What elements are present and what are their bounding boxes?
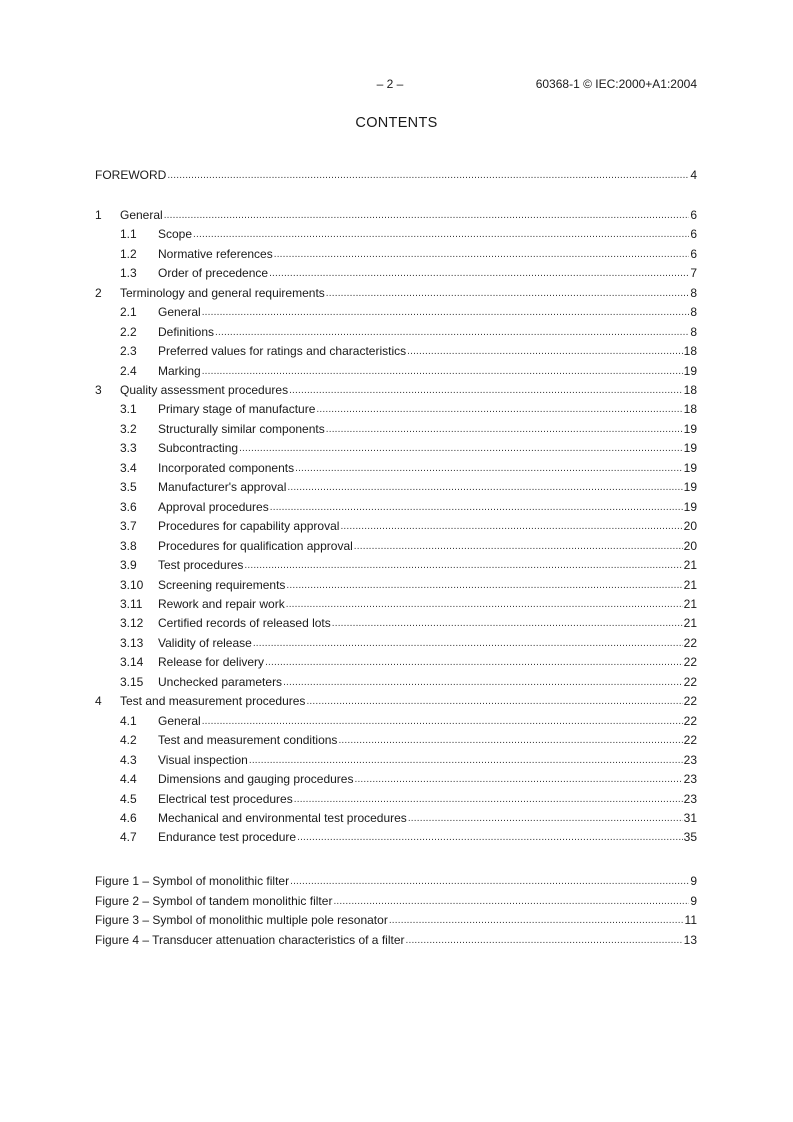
toc-entry-title: Screening requirements: [158, 578, 286, 592]
toc-entry-number: 3.13: [120, 636, 144, 650]
toc-entry-number: 3.12: [120, 616, 144, 630]
toc-entry-number: 4.3: [120, 753, 137, 767]
toc-entry-title: Figure 3 – Symbol of monolithic multiple pole resonator: [95, 913, 388, 927]
toc-subsection-3-15[interactable]: [95, 674, 697, 690]
toc-entry-title: Procedures for capability approval: [158, 519, 340, 533]
toc-entry-page: 18: [683, 344, 697, 358]
toc-subsection-2-3[interactable]: [95, 343, 697, 359]
toc-subsection-3-12[interactable]: [95, 615, 697, 631]
toc-entry-number: 3.10: [120, 578, 144, 592]
leader-dots: [164, 208, 690, 224]
toc-entry-title: Procedures for qualification approval: [158, 539, 353, 553]
toc-entry-number: 4.2: [120, 733, 137, 747]
toc-entry-page: 23: [683, 792, 697, 806]
toc-entry-page: 6: [690, 227, 697, 241]
toc-subsection-2-2[interactable]: [95, 324, 697, 340]
toc-entry-number: 3.11: [120, 597, 143, 611]
toc-entry-number: 3.6: [120, 500, 137, 514]
leader-dots: [333, 894, 689, 910]
toc-entry-title: Incorporated components: [158, 461, 295, 475]
toc-subsection-3-2[interactable]: [95, 421, 697, 437]
toc-entry-title: Endurance test procedure: [158, 830, 297, 844]
toc-entry-title: Figure 2 – Symbol of tandem monolithic filter: [95, 894, 333, 908]
toc-entry-page: 9: [690, 874, 697, 888]
toc-entry-page: 22: [683, 694, 697, 708]
toc-entry-page: 22: [683, 733, 697, 747]
leader-dots: [289, 383, 683, 399]
leader-dots: [244, 558, 682, 574]
toc-entry-page: 20: [683, 539, 697, 553]
toc-subsection-3-9[interactable]: [95, 557, 697, 573]
leader-dots: [407, 344, 683, 360]
toc-entry-title: Subcontracting: [158, 441, 239, 455]
toc-entry-title: Preferred values for ratings and characteristics: [158, 344, 407, 358]
toc-entry-number: 3.8: [120, 539, 137, 553]
toc-subsection-4-5[interactable]: [95, 791, 697, 807]
toc-section-3[interactable]: [95, 382, 697, 398]
leader-dots: [295, 461, 683, 477]
toc-entry-page: 18: [683, 402, 697, 416]
leader-dots: [290, 874, 689, 890]
toc-entry-title: Dimensions and gauging procedures: [158, 772, 354, 786]
toc-entry-page: 19: [683, 422, 697, 436]
toc-entry-title: Primary stage of manufacture: [158, 402, 316, 416]
toc-entry-number: 4: [95, 694, 102, 708]
toc-subsection-4-4[interactable]: [95, 771, 697, 787]
toc-entry-page: 21: [683, 578, 697, 592]
toc-subsection-2-1[interactable]: [95, 304, 697, 320]
toc-entry-number: 3.2: [120, 422, 137, 436]
leader-dots: [265, 655, 683, 671]
toc-subsection-1-1[interactable]: [95, 226, 697, 242]
toc-entry-page: 20: [683, 519, 697, 533]
toc-subsection-3-5[interactable]: [95, 479, 697, 495]
toc-entry-title: Certified records of released lots: [158, 616, 331, 630]
toc-subsection-1-2[interactable]: [95, 246, 697, 262]
toc-entry-title: Electrical test procedures: [158, 792, 293, 806]
toc-entry-title: Marking: [158, 364, 201, 378]
toc-entry-page: 19: [683, 461, 697, 475]
leader-dots: [269, 266, 689, 282]
toc-subsection-3-3[interactable]: [95, 440, 697, 456]
toc-subsection-2-4[interactable]: [95, 363, 697, 379]
toc-entry-number: 4.5: [120, 792, 137, 806]
toc-entry-page: 8: [690, 305, 697, 319]
toc-subsection-4-1[interactable]: [95, 713, 697, 729]
toc-entry-number: 3.7: [120, 519, 137, 533]
toc-subsection-4-2[interactable]: [95, 732, 697, 748]
toc-subsection-3-4[interactable]: [95, 460, 697, 476]
toc-entry-page: 6: [690, 208, 697, 222]
toc-entry-number: 3.1: [120, 402, 137, 416]
toc-entry-number: 3.14: [120, 655, 144, 669]
leader-dots: [193, 227, 689, 243]
toc-entry-title: Test procedures: [158, 558, 244, 572]
toc-entry-title: Order of precedence: [158, 266, 269, 280]
toc-entry-page: 22: [683, 655, 697, 669]
toc-entry-title: Terminology and general requirements: [120, 286, 325, 300]
toc-entry-title: Scope: [158, 227, 193, 241]
leader-dots: [239, 441, 683, 457]
toc-entry-title: Normative references: [158, 247, 273, 261]
toc-entry-page: 21: [683, 558, 697, 572]
toc-entry-title: Structurally similar components: [158, 422, 325, 436]
toc-entry-number: 4.7: [120, 830, 137, 844]
leader-dots: [408, 811, 683, 827]
leader-dots: [202, 305, 690, 321]
leader-dots: [202, 364, 683, 380]
toc-entry-number: 3.15: [120, 675, 144, 689]
toc-entry-title: Test and measurement procedures: [120, 694, 306, 708]
leader-dots: [326, 286, 690, 302]
toc-entry-number: 4.6: [120, 811, 137, 825]
toc-entry-number: 1.2: [120, 247, 137, 261]
toc-subsection-1-3[interactable]: [95, 265, 697, 281]
toc-entry-number: 1: [95, 208, 102, 222]
toc-entry-page: 22: [683, 675, 697, 689]
toc-subsection-3-6[interactable]: [95, 499, 697, 515]
toc-entry-title: Definitions: [158, 325, 215, 339]
leader-dots: [202, 714, 683, 730]
toc-entry-title: Release for delivery: [158, 655, 265, 669]
toc-subsection-3-10[interactable]: [95, 577, 697, 593]
toc-subsection-4-6[interactable]: [95, 810, 697, 826]
toc-subsection-3-14[interactable]: [95, 654, 697, 670]
leader-dots: [354, 539, 683, 555]
toc-entry-page: 7: [690, 266, 697, 280]
toc-subsection-3-1[interactable]: [95, 401, 697, 417]
leader-dots: [215, 325, 689, 341]
document-id: 60368-1 © IEC:2000+A1:2004: [535, 77, 697, 91]
toc-subsection-3-11[interactable]: [95, 596, 697, 612]
toc-entry-page: 13: [683, 933, 697, 947]
toc-entry-number: 3.5: [120, 480, 137, 494]
leader-dots: [406, 933, 683, 949]
toc-entry-title: General: [158, 305, 201, 319]
leader-dots: [326, 422, 683, 438]
leader-dots: [283, 675, 683, 691]
toc-entry-title: Validity of release: [158, 636, 252, 650]
toc-entry-page: 23: [683, 753, 697, 767]
leader-dots: [253, 636, 683, 652]
toc-entry-page: 9: [690, 894, 697, 908]
toc-entry-number: 2.2: [120, 325, 137, 339]
toc-entry-number: 4.1: [120, 714, 137, 728]
toc-entry-page: 35: [683, 830, 697, 844]
toc-entry-page: 6: [690, 247, 697, 261]
toc-entry-title: Figure 1 – Symbol of monolithic filter: [95, 874, 290, 888]
toc-entry-number: 1.1: [120, 227, 137, 241]
toc-entry-page: 21: [683, 597, 697, 611]
toc-entry-title: Figure 4 – Transducer attenuation characteristics of a filter: [95, 933, 405, 947]
leader-dots: [167, 168, 689, 184]
toc-entry-number: 3.3: [120, 441, 137, 455]
toc-entry-number: 4.4: [120, 772, 137, 786]
toc-entry-number: 3.9: [120, 558, 137, 572]
toc-entry-title: General: [158, 714, 201, 728]
toc-entry-page: 22: [683, 714, 697, 728]
leader-dots: [274, 247, 690, 263]
toc-entry-foreword[interactable]: [95, 167, 697, 183]
leader-dots: [249, 753, 683, 769]
toc-entry-title: General: [120, 208, 163, 222]
toc-entry-page: 8: [690, 325, 697, 339]
leader-dots: [354, 772, 682, 788]
toc-entry-title: Mechanical and environmental test procedures: [158, 811, 407, 825]
toc-section-1[interactable]: [95, 207, 697, 223]
leader-dots: [270, 500, 683, 516]
leader-dots: [338, 733, 682, 749]
toc-figure-3[interactable]: [95, 912, 697, 928]
page-number: – 2 –: [376, 77, 404, 91]
toc-entry-page: 8: [690, 286, 697, 300]
toc-entry-number: 3.4: [120, 461, 137, 475]
leader-dots: [294, 792, 683, 808]
toc-entry-title: Manufacturer's approval: [158, 480, 287, 494]
leader-dots: [286, 578, 682, 594]
toc-subsection-3-8[interactable]: [95, 538, 697, 554]
leader-dots: [306, 694, 682, 710]
toc-entry-page: 4: [690, 168, 697, 182]
leader-dots: [316, 402, 682, 418]
leader-dots: [297, 830, 683, 846]
toc-entry-title: FOREWORD: [95, 168, 167, 182]
leader-dots: [340, 519, 682, 535]
toc-figure-2[interactable]: [95, 893, 697, 909]
toc-figure-4[interactable]: [95, 932, 697, 948]
toc-subsection-3-13[interactable]: [95, 635, 697, 651]
toc-entry-number: 2: [95, 286, 102, 300]
toc-section-4[interactable]: [95, 693, 697, 709]
toc-entry-title: Approval procedures: [158, 500, 269, 514]
toc-entry-title: Rework and repair work: [158, 597, 285, 611]
leader-dots: [287, 480, 682, 496]
leader-dots: [389, 913, 684, 929]
toc-subsection-4-3[interactable]: [95, 752, 697, 768]
toc-entry-number: 1.3: [120, 266, 137, 280]
toc-entry-title: Quality assessment procedures: [120, 383, 289, 397]
toc-subsection-3-7[interactable]: [95, 518, 697, 534]
toc-entry-number: 2.1: [120, 305, 137, 319]
toc-section-2[interactable]: [95, 285, 697, 301]
toc-entry-page: 19: [683, 480, 697, 494]
toc-entry-page: 23: [683, 772, 697, 786]
toc-entry-page: 19: [683, 500, 697, 514]
toc-entry-page: 18: [683, 383, 697, 397]
toc-entry-number: 2.3: [120, 344, 137, 358]
toc-figure-1[interactable]: [95, 873, 697, 889]
toc-entry-page: 19: [683, 441, 697, 455]
toc-entry-page: 31: [683, 811, 697, 825]
toc-entry-page: 22: [683, 636, 697, 650]
leader-dots: [332, 616, 683, 632]
toc-entry-page: 21: [683, 616, 697, 630]
toc-entry-page: 11: [684, 913, 697, 927]
toc-entry-title: Unchecked parameters: [158, 675, 283, 689]
toc-subsection-4-7[interactable]: [95, 829, 697, 845]
toc-entry-number: 3: [95, 383, 102, 397]
toc-entry-title: Visual inspection: [158, 753, 248, 767]
toc-entry-title: Test and measurement conditions: [158, 733, 338, 747]
contents-heading: CONTENTS: [355, 115, 438, 131]
toc-entry-number: 2.4: [120, 364, 137, 378]
leader-dots: [286, 597, 683, 613]
toc-entry-page: 19: [683, 364, 697, 378]
